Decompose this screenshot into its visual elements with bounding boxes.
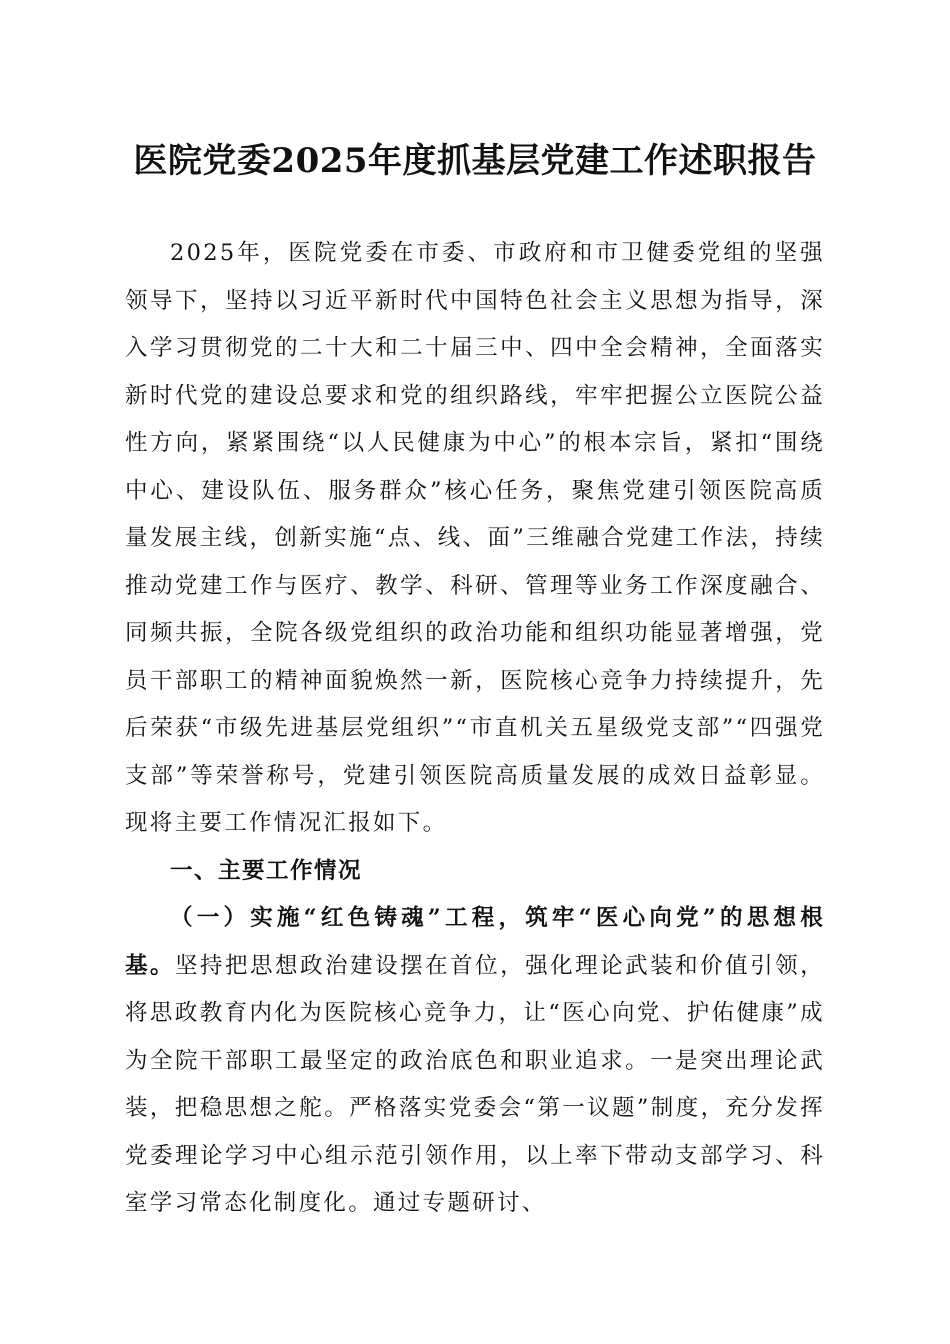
subsection-body: 坚持把思想政治建设摆在首位，强化理论武装和价值引领，将思政教育内化为医院核心竞争力，让“医心向党、护佑健康”成为全院干部职工最坚定的政治底色和职业追求。一是突出理论武装，把稳思想之舵。严格落实党委会“第一议题”制度，充分发挥党委理论学习中心组示范引领作用，以上率下带动支部学习、科室学习常态化制度化。通过专题研讨、 <box>125 952 825 1216</box>
subsection-lead: （一）实施“红色铸魂”工程，筑牢“医心向党”的思想根基。 <box>125 905 825 979</box>
subsection-paragraph <box>125 895 825 1228</box>
section-heading: 一、主要工作情况 <box>170 857 363 884</box>
document-body <box>125 230 825 1228</box>
intro-paragraph: 2025年，医院党委在市委、市政府和市卫健委党组的坚强领导下，坚持以习近平新时代中国特色社会主义思想为指导，深入学习贯彻党的二十大和二十届三中、四中全会精神，全面落实新时代党的建设总要求和党的组织路线，牢牢把握公立医院公益性方向，紧紧围绕“以人民健康为中心”的根本宗旨，紧扣“围绕中心、建设队伍、服务群众”核心任务，聚焦党建引领医院高质量发展主线，创新实施“点、线、面”三维融合党建工作法，持续推动党建工作与医疗、教学、科研、管理等业务工作深度融合、同频共振，全院各级党组织的政治功能和组织功能显著增强，党员干部职工的精神面貌焕然一新，医院核心竞争力持续提升，先后荣获“市级先进基层党组织”“市直机关五星级党支部”“四强党支部”等荣誉称号，党建引领医院高质量发展的成效日益彰显。现将主要工作情况汇报如下。 <box>125 240 825 836</box>
document-title: 医院党委2025年度抓基层党建工作述职报告 <box>133 141 817 181</box>
